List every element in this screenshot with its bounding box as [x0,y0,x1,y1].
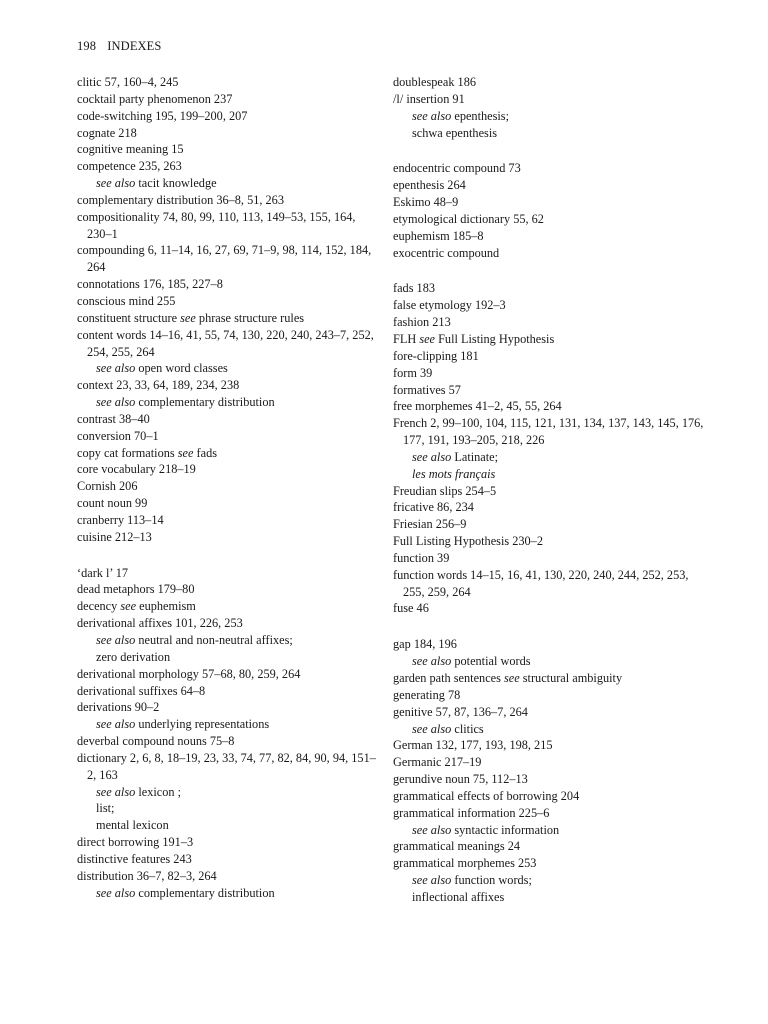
entry-text: clitics [451,721,484,736]
cross-reference-marker: see also [96,361,136,376]
entry-text: compounding 6, 11–14, 16, 27, 69, 71–9, 98, 114, 152, 184, 264 [77,243,372,275]
entry-text: cognitive meaning 15 [77,142,184,157]
index-subentry [77,394,377,411]
entry-text: cuisine 212–13 [77,529,152,544]
index-entry [77,834,377,851]
entry-text: function words 14–15, 16, 41, 130, 220, 240, 244, 252, 253, 255, 259, 264 [393,567,689,599]
entry-text: mental lexicon [96,818,169,833]
entry-italic-text: les mots français [412,466,496,481]
entry-text: Full Listing Hypothesis 230–2 [393,534,543,549]
index-entry [77,851,377,868]
index-entry [393,211,713,228]
index-subentry [77,632,377,649]
index-entry [77,750,377,784]
index-entry [393,805,713,822]
entry-text: endocentric compound 73 [393,161,521,176]
index-entry [77,310,377,327]
entry-text: function words; [451,873,532,888]
index-entry [77,666,377,683]
entry-text: fore-clipping 181 [393,348,479,363]
cross-reference-marker: see also [96,717,136,732]
index-entry [77,209,377,243]
index-entry [77,699,377,716]
entry-text: dictionary 2, 6, 8, 18–19, 23, 33, 74, 77, 82, 84, 90, 94, 151–2, 163 [77,750,376,782]
entry-text: exocentric compound [393,245,500,260]
entry-text: German 132, 177, 193, 198, 215 [393,738,553,753]
entry-text: etymological dictionary 55, 62 [393,211,544,226]
entry-text: list; [96,801,115,816]
entry-text: competence 235, 263 [77,159,182,174]
cross-reference-marker: see also [412,654,452,669]
entry-text: count noun 99 [77,496,148,511]
entry-text: /l/ insertion 91 [393,91,465,106]
index-entry [77,141,377,158]
cross-reference-marker: see [177,445,194,460]
index-entry [77,445,377,462]
index-entry [393,297,713,314]
entry-text: euphemism [136,599,196,614]
index-entry [77,478,377,495]
entry-text: cocktail party phenomenon 237 [77,91,233,106]
index-entry [393,314,713,331]
entry-text: French 2, 99–100, 104, 115, 121, 131, 134, 137, 143, 145, 176, 177, 191, 193–205, 218, 226 [393,416,704,448]
entry-text: tacit knowledge [135,176,217,191]
index-entry [393,533,713,550]
entry-text: false etymology 192–3 [393,298,506,313]
entry-text: inflectional affixes [412,889,505,904]
cross-reference-marker: see also [96,176,136,191]
index-subentry [393,466,713,483]
entry-term: decency [77,599,121,614]
index-subentry [393,653,713,670]
entry-text: doublespeak 186 [393,75,476,89]
index-entry [77,377,377,394]
entry-text: form 39 [393,365,433,380]
index-subentry [393,889,713,906]
page-number: 198 [77,39,97,53]
index-entry [77,581,377,598]
index-entry [77,74,377,91]
index-entry [393,704,713,721]
entry-text: fashion 213 [393,315,451,330]
cross-reference-marker: see also [96,633,136,647]
entry-text: distinctive features 243 [77,851,192,866]
entry-text: grammatical morphemes 253 [393,856,537,871]
index-entry [77,428,377,445]
index-column-right [393,74,713,906]
index-entry [77,108,377,125]
entry-text: ‘dark l’ 17 [77,565,128,580]
index-subentry [77,649,377,666]
index-entry [77,598,377,615]
index-entry [393,550,713,567]
index-entry [77,733,377,750]
index-subentry [77,716,377,733]
entry-text: contrast 38–40 [77,411,150,426]
index-entry [393,499,713,516]
entry-text: free morphemes 41–2, 45, 55, 264 [393,399,562,414]
index-subentry [77,175,377,192]
cross-reference-marker: see also [96,784,136,799]
cross-reference-marker: see also [96,395,136,410]
entry-text: epenthesis 264 [393,178,466,193]
index-entry [393,348,713,365]
entry-text: derivational suffixes 64–8 [77,683,206,698]
entry-text: generating 78 [393,687,461,702]
letter-group-gap [393,141,713,160]
cross-reference-marker: see also [412,822,452,837]
entry-text: zero derivation [96,649,171,664]
entry-text: Latinate; [451,449,499,464]
index-entry [77,512,377,529]
index-entry [393,398,713,415]
cross-reference-marker: see [180,310,196,325]
letter-group-gap [393,261,713,280]
entry-text: core vocabulary 218–19 [77,462,196,477]
entry-text: deverbal compound nouns 75–8 [77,734,235,749]
entry-text: fuse 46 [393,601,429,616]
entry-text: content words 14–16, 41, 55, 74, 130, 220, 240, 243–7, 252, 254, 255, 264 [77,327,374,359]
entry-text: connotations 176, 185, 227–8 [77,277,223,292]
entry-text: distribution 36–7, 82–3, 264 [77,868,217,883]
entry-text: complementary distribution [135,395,275,410]
entry-text: gerundive noun 75, 112–13 [393,772,528,787]
index-entry [393,788,713,805]
entry-text: conversion 70–1 [77,428,159,443]
entry-text: structural ambiguity [519,671,623,685]
index-subentry [393,125,713,142]
section-title: INDEXES [107,39,162,53]
index-entry [393,600,713,617]
entry-text: context 23, 33, 64, 189, 234, 238 [77,378,240,393]
index-entry [393,194,713,211]
index-entry [393,280,713,297]
index-entry [393,415,713,449]
entry-text: code-switching 195, 199–200, 207 [77,108,248,123]
entry-text: genitive 57, 87, 136–7, 264 [393,704,528,719]
index-entry [77,615,377,632]
entry-text: complementary distribution 36–8, 51, 263 [77,192,284,207]
index-entry [393,74,713,91]
entry-text: grammatical information 225–6 [393,805,550,820]
index-entry [393,177,713,194]
cross-reference-marker: see also [412,449,452,464]
entry-text: Cornish 206 [77,479,138,494]
index-entry [393,245,713,262]
entry-text: Full Listing Hypothesis [435,331,555,346]
index-entry [393,687,713,704]
index-entry [77,242,377,276]
index-entry [77,529,377,546]
entry-text: cranberry 113–14 [77,512,164,527]
index-column-left [77,74,377,902]
entry-text: fads 183 [393,281,436,296]
index-entry [77,495,377,512]
entry-text: epenthesis; [451,108,509,123]
entry-text: grammatical effects of borrowing 204 [393,788,580,803]
cross-reference-marker: see [419,331,436,346]
entry-term: copy cat formations [77,445,178,460]
entry-text: syntactic information [451,822,560,837]
entry-text: gap 184, 196 [393,637,457,652]
index-entry [393,567,713,601]
entry-term: FLH [393,331,420,346]
entry-text: dead metaphors 179–80 [77,582,195,597]
index-entry [77,276,377,293]
cross-reference-marker: see also [412,873,452,888]
entry-text: lexicon ; [135,784,182,799]
entry-text: Friesian 256–9 [393,517,467,532]
index-entry [393,636,713,653]
entry-text: compositionality 74, 80, 99, 110, 113, 149–53, 155, 164, 230–1 [77,209,356,241]
index-entry [77,125,377,142]
index-entry [393,670,713,687]
index-entry [393,483,713,500]
index-entry [77,565,377,582]
index-subentry [77,800,377,817]
entry-text: schwa epenthesis [412,125,498,140]
running-header [77,38,161,54]
index-entry [77,327,377,361]
index-subentry [77,817,377,834]
index-subentry [393,822,713,839]
index-entry [77,461,377,478]
index-entry [77,192,377,209]
entry-text: direct borrowing 191–3 [77,835,194,850]
entry-text: potential words [451,654,531,669]
index-subentry [77,885,377,902]
index-entry [77,868,377,885]
cross-reference-marker: see also [96,885,136,900]
index-entry [393,838,713,855]
index-subentry [393,449,713,466]
entry-text: complementary distribution [135,885,275,900]
index-entry [393,160,713,177]
entry-text: fricative 86, 234 [393,500,474,515]
index-entry [393,365,713,382]
index-entry [393,855,713,872]
index-entry [393,771,713,788]
letter-group-gap [77,546,377,565]
entry-text: underlying representations [135,717,270,732]
entry-text: clitic 57, 160–4, 245 [77,75,179,89]
entry-text: fads [193,445,218,460]
index-entry [393,737,713,754]
letter-group-gap [393,617,713,636]
entry-text: derivational morphology 57–68, 80, 259, 264 [77,666,301,681]
index-entry [77,293,377,310]
entry-text: formatives 57 [393,382,461,397]
entry-term: garden path sentences [393,671,504,685]
entry-text: function 39 [393,550,450,565]
entry-text: conscious mind 255 [77,293,176,308]
index-subentry [393,872,713,889]
entry-text: Eskimo 48–9 [393,195,459,210]
index-entry [393,382,713,399]
index-subentry [393,108,713,125]
cross-reference-marker: see also [412,721,452,736]
index-entry [77,411,377,428]
index-entry [393,516,713,533]
index-entry [77,158,377,175]
index-subentry [393,721,713,738]
index-entry [77,683,377,700]
index-subentry [77,360,377,377]
cross-reference-marker: see [503,671,520,685]
entry-text: cognate 218 [77,125,137,140]
entry-text: neutral and non-neutral affixes; [135,633,293,647]
entry-text: Freudian slips 254–5 [393,483,497,498]
entry-text: phrase structure rules [195,310,305,325]
index-entry [393,228,713,245]
entry-text: derivational affixes 101, 226, 253 [77,616,243,631]
index-entry [77,91,377,108]
index-entry [393,331,713,348]
index-entry [393,91,713,108]
cross-reference-marker: see also [412,108,452,123]
entry-text: euphemism 185–8 [393,228,484,243]
entry-text: open word classes [135,361,228,376]
entry-text: grammatical meanings 24 [393,839,521,854]
entry-text: Germanic 217–19 [393,755,482,770]
index-subentry [77,784,377,801]
entry-text: derivations 90–2 [77,700,160,715]
entry-term: constituent structure [77,310,181,325]
cross-reference-marker: see [120,599,137,614]
index-entry [393,754,713,771]
